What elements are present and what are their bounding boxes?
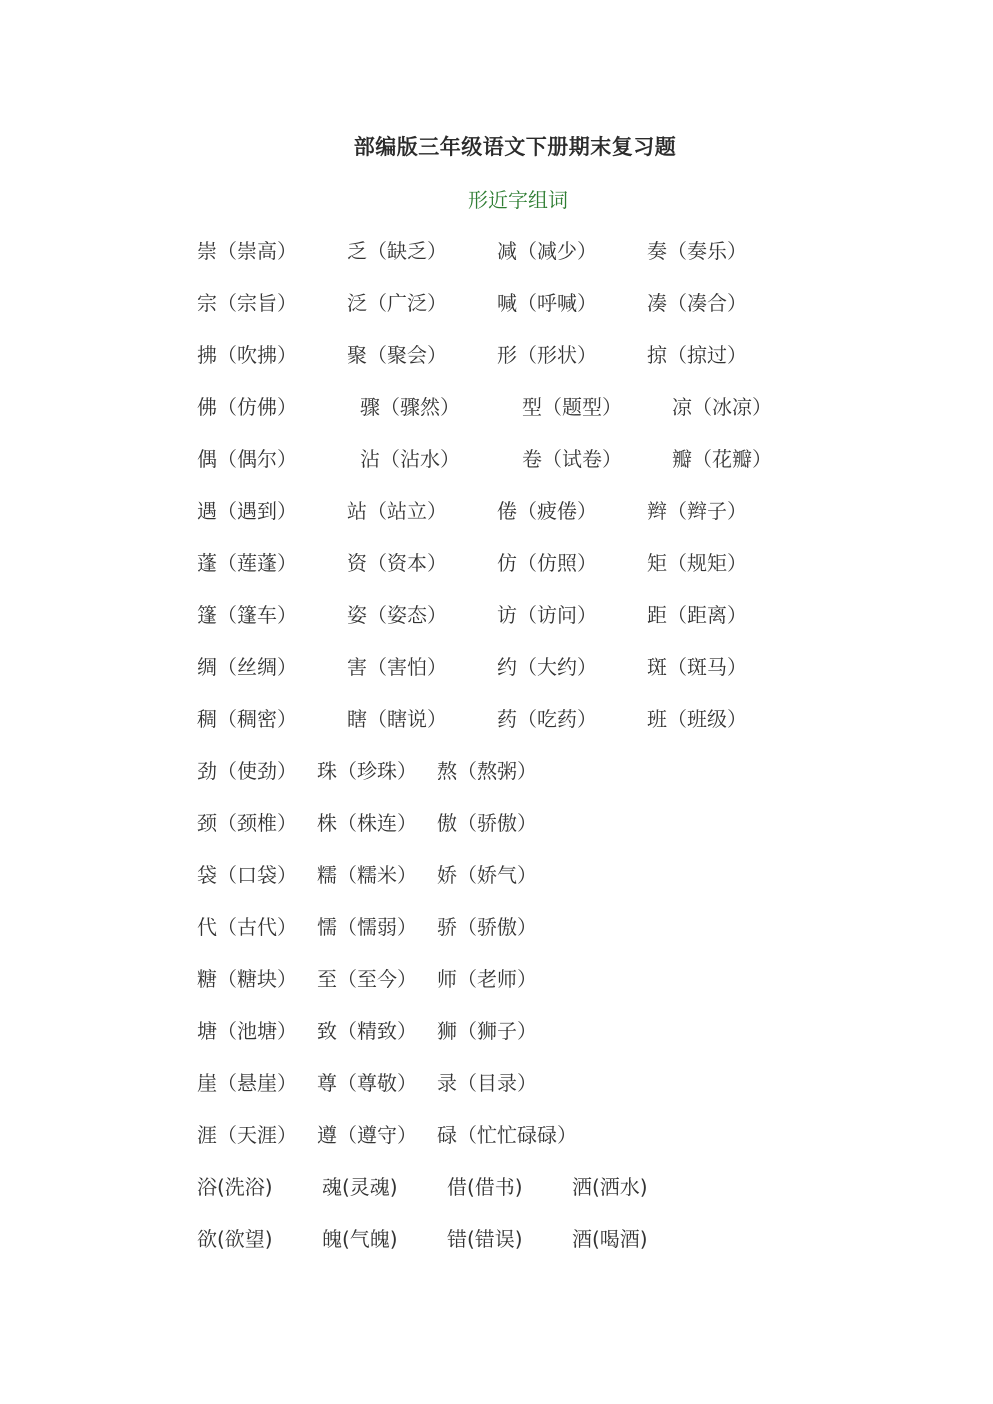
word-entry: 欲(欲望) (197, 1227, 273, 1251)
word-entry: 矩（规矩） (647, 551, 747, 575)
word-entry: 碌（忙忙碌碌） (437, 1123, 577, 1147)
word-entry: 魂(灵魂) (322, 1175, 398, 1199)
word-entry: 魄(气魄) (322, 1227, 398, 1251)
word-entry: 聚（聚会） (347, 343, 447, 367)
word-entry: 株（株连） (317, 811, 417, 835)
word-entry: 至（至今） (317, 967, 417, 991)
word-entry: 狮（狮子） (437, 1019, 537, 1043)
word-entry: 遇（遇到） (197, 499, 297, 523)
word-entry: 崖（悬崖） (197, 1071, 297, 1095)
word-entry: 错(错误) (447, 1227, 523, 1251)
word-entry: 劲（使劲） (197, 759, 297, 783)
word-entry: 录（目录） (437, 1071, 537, 1095)
word-entry: 斑（斑马） (647, 655, 747, 679)
word-entry: 卷（试卷） (522, 447, 622, 471)
section-title: 形近字组词 (468, 188, 568, 212)
word-entry: 尊（尊敬） (317, 1071, 417, 1095)
word-entry: 站（站立） (347, 499, 447, 523)
word-entry: 距（距离） (647, 603, 747, 627)
word-entry: 害（害怕） (347, 655, 447, 679)
word-entry: 辫（辫子） (647, 499, 747, 523)
page-title: 部编版三年级语文下册期末复习题 (353, 134, 677, 159)
word-entry: 酒(喝酒) (572, 1227, 648, 1251)
word-entry: 致（精致） (317, 1019, 417, 1043)
word-entry: 瞎（瞎说） (347, 707, 447, 731)
word-entry: 借(借书) (447, 1175, 523, 1199)
word-entry: 代（古代） (197, 915, 297, 939)
word-entry: 偶（偶尔） (197, 447, 297, 471)
word-entry: 班（班级） (647, 707, 747, 731)
word-entry: 凉（冰凉） (672, 395, 772, 419)
word-entry: 傲（骄傲） (437, 811, 537, 835)
word-entry: 资（资本） (347, 551, 447, 575)
word-entry: 师（老师） (437, 967, 537, 991)
word-entry: 娇（娇气） (437, 863, 537, 887)
word-entry: 绸（丝绸） (197, 655, 297, 679)
word-entry: 糖（糖块） (197, 967, 297, 991)
word-entry: 拂（吹拂） (197, 343, 297, 367)
word-entry: 崇（崇高） (197, 239, 297, 263)
word-entry: 蓬（莲蓬） (197, 551, 297, 575)
word-entry: 瓣（花瓣） (672, 447, 772, 471)
word-entry: 型（题型） (522, 395, 622, 419)
word-entry: 稠（稠密） (197, 707, 297, 731)
word-entry: 熬（熬粥） (437, 759, 537, 783)
word-entry: 访（访问） (497, 603, 597, 627)
word-entry: 骤（骤然） (360, 395, 460, 419)
word-entry: 乏（缺乏） (347, 239, 447, 263)
word-entry: 仿（仿照） (497, 551, 597, 575)
word-entry: 浴(洗浴) (197, 1175, 273, 1199)
word-entry: 涯（天涯） (197, 1123, 297, 1147)
word-entry: 塘（池塘） (197, 1019, 297, 1043)
word-entry: 掠（掠过） (647, 343, 747, 367)
word-entry: 泛（广泛） (347, 291, 447, 315)
word-entry: 遵（遵守） (317, 1123, 417, 1147)
word-entry: 懦（懦弱） (317, 915, 417, 939)
word-entry: 珠（珍珠） (317, 759, 417, 783)
word-entry: 姿（姿态） (347, 603, 447, 627)
word-entry: 骄（骄傲） (437, 915, 537, 939)
word-entry: 沾（沾水） (360, 447, 460, 471)
word-entry: 喊（呼喊） (497, 291, 597, 315)
word-entry: 佛（仿佛） (197, 395, 297, 419)
word-entry: 洒(洒水) (572, 1175, 648, 1199)
word-entry: 颈（颈椎） (197, 811, 297, 835)
word-entry: 凑（凑合） (647, 291, 747, 315)
word-entry: 减（减少） (497, 239, 597, 263)
word-entry: 约（大约） (497, 655, 597, 679)
word-entry: 袋（口袋） (197, 863, 297, 887)
word-entry: 奏（奏乐） (647, 239, 747, 263)
word-entry: 宗（宗旨） (197, 291, 297, 315)
word-entry: 形（形状） (497, 343, 597, 367)
word-entry: 药（吃药） (497, 707, 597, 731)
word-entry: 糯（糯米） (317, 863, 417, 887)
word-entry: 篷（篷车） (197, 603, 297, 627)
word-entry: 倦（疲倦） (497, 499, 597, 523)
